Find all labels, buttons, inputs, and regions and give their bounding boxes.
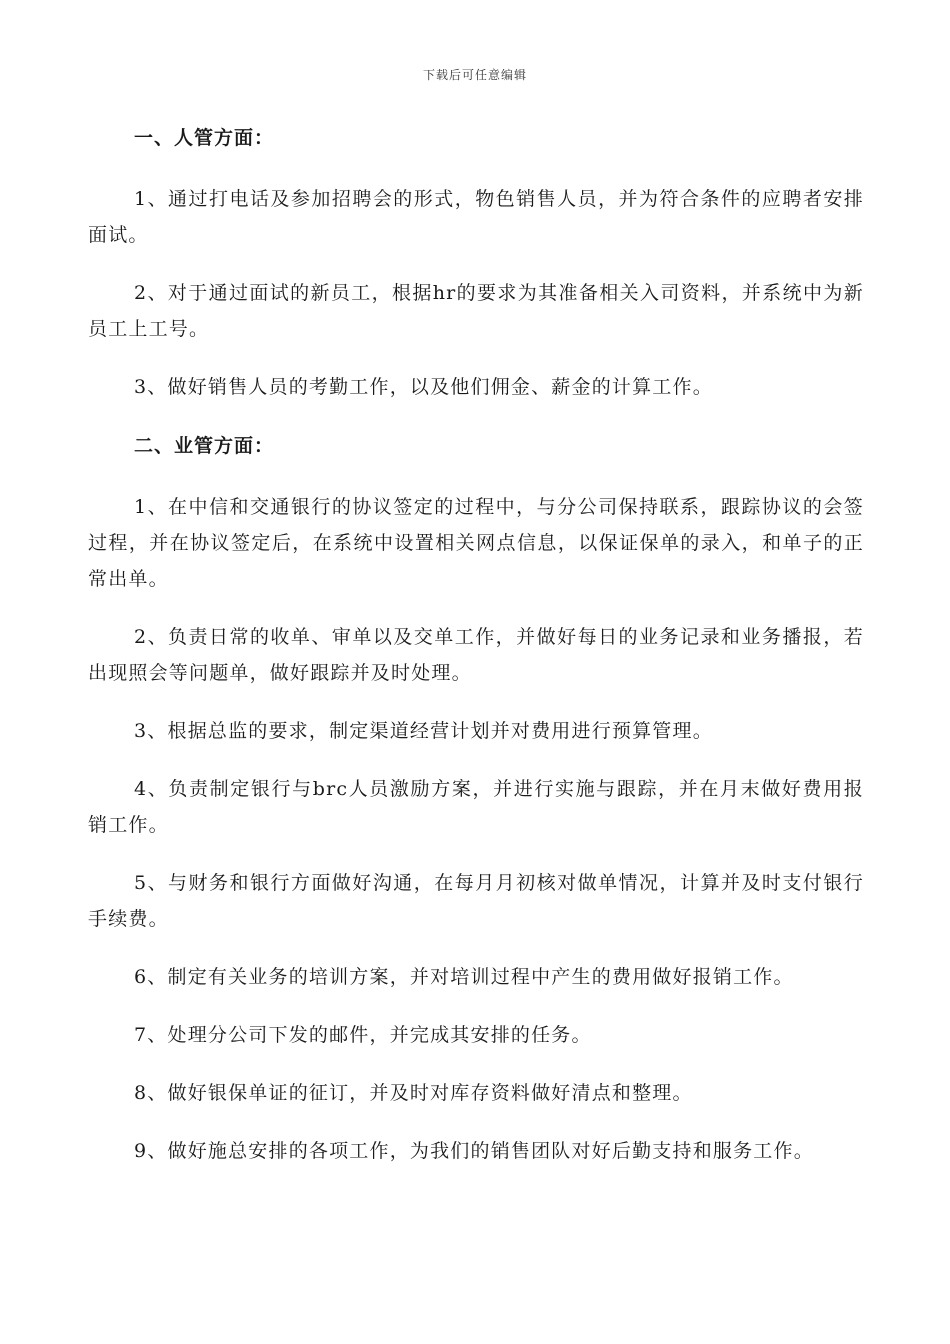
paragraph: 9、做好施总安排的各项工作，为我们的销售团队对好后勤支持和服务工作。 [134, 1140, 814, 1162]
paragraph: 7、处理分公司下发的邮件，并完成其安排的任务。 [134, 1024, 592, 1046]
paragraph: 6、制定有关业务的培训方案，并对培训过程中产生的费用做好报销工作。 [134, 966, 794, 988]
paragraph: 3、做好销售人员的考勤工作，以及他们佣金、薪金的计算工作。 [134, 376, 713, 398]
paragraph: 8、做好银保单证的征订，并及时对库存资料做好清点和整理。 [134, 1082, 693, 1104]
paragraph: 1、在中信和交通银行的协议签定的过程中，与分公司保持联系，跟踪协议的会签过程，并在协议签定后，在系统中设置相关网点信息，以保证保单的录入，和单子的正常出单。 [88, 496, 864, 590]
paragraph: 5、与财务和银行方面做好沟通，在每月月初核对做单情况，计算并及时支付银行手续费。 [88, 872, 864, 930]
paragraph: 1、通过打电话及参加招聘会的形式，物色销售人员，并为符合条件的应聘者安排面试。 [88, 188, 864, 246]
paragraph: 2、对于通过面试的新员工，根据hr的要求为其准备相关入司资料，并系统中为新员工上工号。 [88, 282, 864, 340]
paragraph: 3、根据总监的要求，制定渠道经营计划并对费用进行预算管理。 [134, 720, 713, 742]
section-heading-personnel: 一、人管方面： [134, 127, 275, 149]
page-header-note: 下载后可任意编辑 [422, 68, 527, 82]
document-body [88, 119, 864, 1191]
paragraph: 4、负责制定银行与brc人员激励方案，并进行实施与跟踪，并在月末做好费用报销工作。 [88, 778, 864, 836]
paragraph: 2、负责日常的收单、审单以及交单工作，并做好每日的业务记录和业务播报，若出现照会等问题单，做好跟踪并及时处理。 [88, 626, 864, 684]
section-heading-business: 二、业管方面： [134, 435, 275, 457]
